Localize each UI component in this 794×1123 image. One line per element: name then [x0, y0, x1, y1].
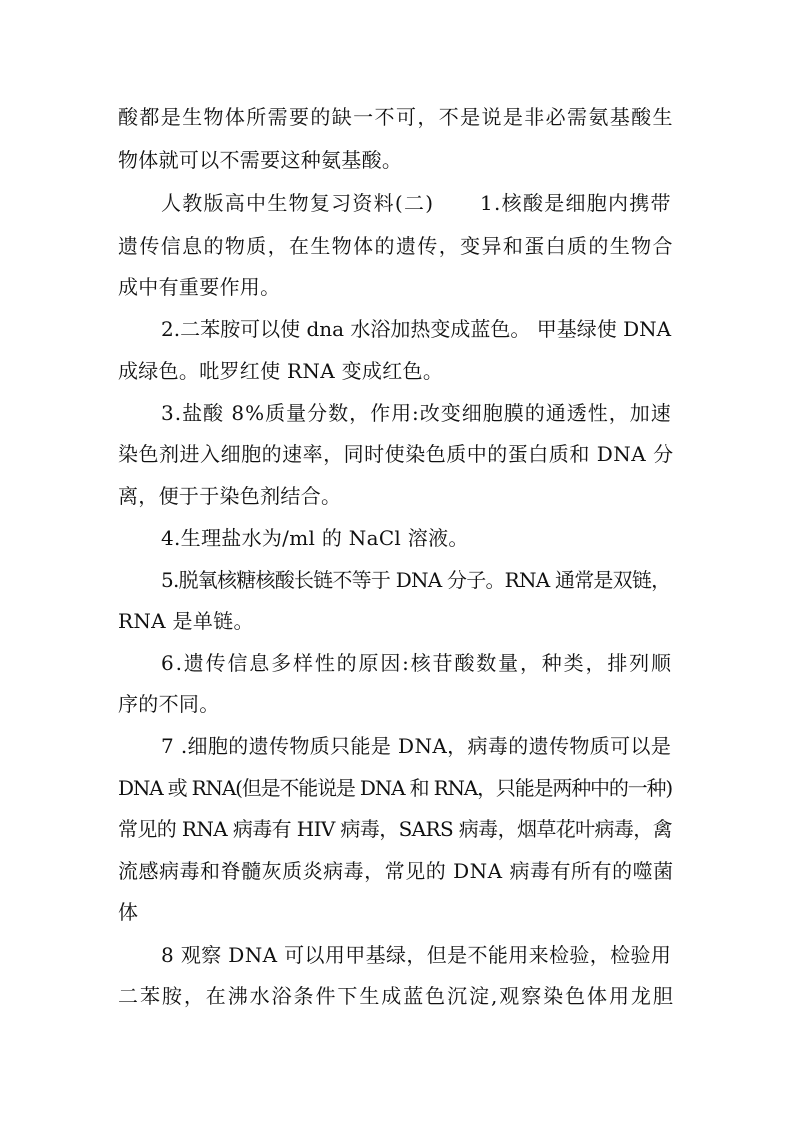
text-line-19: 流感病毒和脊髓灰质炎病毒，常见的 DNA 病毒有所有的噬菌: [118, 859, 674, 883]
text-line-1: 酸都是生物体所需要的缺一不可，不是说是非必需氨基酸生: [118, 105, 674, 129]
text-line-5: 成中有重要作用。: [118, 275, 281, 299]
text-line-10: 离，便于于染色剂结合。: [118, 484, 342, 508]
text-line-14: 6.遗传信息多样性的原因:核苷酸数量，种类，排列顺: [161, 651, 673, 675]
text-line-6: 2.二苯胺可以使 dna 水浴加热变成蓝色。 甲基绿使 DNA: [161, 317, 672, 341]
text-line-11: 4.生理盐水为/ml 的 NaCl 溶液。: [161, 526, 469, 550]
text-line-9: 染色剂进入细胞的速率，同时使染色质中的蛋白质和 DNA 分: [118, 442, 674, 466]
text-line-15: 序的不同。: [118, 692, 220, 716]
text-line-22: 二苯胺，在沸水浴条件下生成蓝色沉淀,观察染色体用龙胆: [118, 984, 675, 1008]
text-line-2: 物体就可以不需要这种氨基酸。: [118, 148, 403, 172]
text-line-13: RNA 是单链。: [118, 609, 254, 633]
text-line-8: 3.盐酸 8%质量分数，作用:改变细胞膜的通透性，加速: [161, 401, 672, 425]
text-line-18: 常见的 RNA 病毒有 HIV 病毒，SARS 病毒，烟草花叶病毒，禽: [118, 817, 673, 841]
text-line-17: DNA 或 RNA(但是不能说是 DNA 和 RNA，只能是两种中的一种): [118, 776, 672, 800]
text-line-4: 遗传信息的物质，在生物体的遗传，变异和蛋白质的生物合: [118, 234, 674, 258]
text-line-21: 8 观察 DNA 可以用甲基绿，但是不能用来检验，检验用: [161, 943, 672, 967]
text-line-16: 7 .细胞的遗传物质只能是 DNA，病毒的遗传物质可以是: [161, 734, 672, 758]
text-line-12: 5.脱氧核糖核酸长链不等于 DNA 分子。RNA 通常是双链，: [161, 568, 671, 592]
text-line-7: 成绿色。吡罗红使 RNA 变成红色。: [118, 359, 444, 383]
text-line-3: 人教版高中生物复习资料(二) 1.核酸是细胞内携带: [161, 191, 672, 215]
text-line-20: 体: [118, 900, 139, 924]
